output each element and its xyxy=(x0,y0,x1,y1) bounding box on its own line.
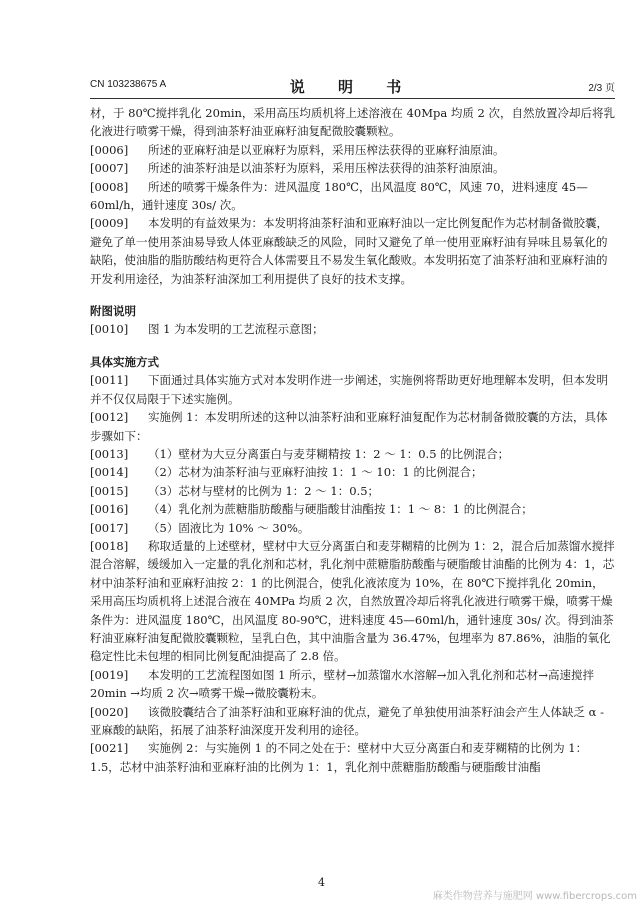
paragraph-number: [0014] xyxy=(90,465,129,480)
paragraph xyxy=(90,500,615,518)
publication-number: CN 103238675 A xyxy=(90,79,167,90)
paragraph-number: [0009] xyxy=(90,216,129,231)
header-rule xyxy=(90,98,615,99)
watermark: 麻类作物营养与施肥网 www.fibercrops.com xyxy=(432,891,637,902)
paragraph-text: 所述的亚麻籽油是以亚麻籽为原料，采用压榨法获得的亚麻籽油原油。 xyxy=(148,142,505,157)
paragraph-text: 图 1 为本发明的工艺流程示意图； xyxy=(148,322,324,337)
paragraph-text: （3）芯材与壁材的比例为 1：2 ～ 1：0.5； xyxy=(148,483,380,498)
section-heading-figures: 附图说明 xyxy=(90,304,136,319)
paragraph-text: 所述的油茶籽油是以油茶籽为原料，采用压榨法获得的油茶籽油原油。 xyxy=(148,161,505,176)
paragraph-number: [0017] xyxy=(90,520,129,535)
document-title: 说 明 书 xyxy=(289,78,416,96)
paragraph-number: [0021] xyxy=(90,741,129,756)
paragraph-number: [0018] xyxy=(90,538,129,553)
document-body xyxy=(90,104,615,776)
paragraph-number: [0007] xyxy=(90,161,129,176)
paragraph-text: 本发明的有益效果为：本发明将油茶籽油和亚麻籽油以一定比例复配作为芯材制备微胶囊，避免了单一使用茶油易导致人体亚麻酸缺乏的风险，同时又避免了单一使用亚麻籽油有异味且易氧化的缺陷，使油脂的脂肪酸结构更符合人体需要且不易发生氧化酸败。本发明拓宽了油茶籽油和亚麻籽油的开发利用途径，为油茶籽油深加工利用提供了良好的技术支撑。 xyxy=(90,216,608,286)
paragraph xyxy=(90,537,615,666)
paragraph-number: [0012] xyxy=(90,410,129,425)
paragraph xyxy=(90,463,615,481)
paragraph-group-description xyxy=(90,104,615,288)
paragraph-number: [0013] xyxy=(90,446,129,461)
paragraph-number: [0011] xyxy=(90,373,129,388)
paragraph-text: （4）乳化剂为蔗糖脂肪酸酯与硬脂酸甘油酯按 1：1 ～ 8：1 的比例混合； xyxy=(148,502,533,517)
paragraph-group-embodiments xyxy=(90,371,615,776)
paragraph-text: 所述的喷雾干燥条件为：进风温度 180℃，出风温度 80℃，风速 70，进料速度 45—60ml/h，通针速度 30s/ 次。 xyxy=(90,179,588,213)
paragraph xyxy=(90,141,615,159)
paragraph xyxy=(90,445,615,463)
paragraph-number: [0008] xyxy=(90,179,129,194)
page-header xyxy=(90,76,615,96)
paragraph-text: 实施例 2：与实施例 1 的不同之处在于：壁材中大豆分离蛋白和麦芽糊精的比例为 1：1.5，芯材中油茶籽油和亚麻籽油的比例为 1：1，乳化剂中蔗糖脂肪酸酯与硬脂酸甘油酯 xyxy=(90,741,588,774)
paragraph-number: [0015] xyxy=(90,483,129,498)
paragraph xyxy=(90,703,615,740)
paragraph-number: [0016] xyxy=(90,502,129,517)
paragraph-text: 称取适量的上述壁材，壁材中大豆分离蛋白和麦芽糊精的比例为 1：2，混合后加蒸馏水搅拌混合溶解，缓缓加入一定量的乳化剂和芯材，乳化剂中蔗糖脂肪酸酯与硬脂酸甘油酯的比例为 4：1，芯材中油茶籽油和亚麻籽油按 2：1 的比例混合，使乳化液浓度为 10%，在 80℃下搅拌乳化 20min，采用高压均质机将上述混合液在 40MPa 均质 2 次，自然放置冷却后将乳化液进行喷雾干燥，喷雾干燥条件为：进风温度 180℃，出风温度 80-90℃，进料速度 45—60ml/h，通针速度 30s/ 次。得到油茶籽油亚麻籽油复配微胶囊颗粒，呈乳白色，其中油脂含量为 36.47%，包埋率为 87.86%，油脂的氧化稳定性比未包埋的相同比例复配油提高了 2.8 倍。 xyxy=(90,538,615,664)
section-heading-embodiments: 具体实施方式 xyxy=(90,354,159,369)
paragraph-text: （2）芯材为油茶籽油与亚麻籽油按 1：1 ～ 10：1 的比例混合； xyxy=(148,465,483,480)
paragraph xyxy=(90,408,615,445)
page-indicator: 2/3 页 xyxy=(588,83,615,94)
paragraph-number: [0010] xyxy=(90,322,129,337)
paragraph-group-figures xyxy=(90,320,615,338)
paragraph-text: 材，于 80℃搅拌乳化 20min，采用高压均质机将上述溶液在 40Mpa 均质 2 次，自然放置冷却后将乳化液进行喷雾干燥，得到油茶籽油亚麻籽油复配微胶囊颗粒。 xyxy=(90,106,615,139)
paragraph xyxy=(90,739,615,776)
paragraph-text: （5）固液比为 10% ～ 30%。 xyxy=(148,520,310,535)
paragraph xyxy=(90,371,615,408)
paragraph xyxy=(90,214,615,288)
paragraph xyxy=(90,482,615,500)
paragraph-text: 该微胶囊结合了油茶籽油和亚麻籽油的优点，避免了单独使用油茶籽油会产生人体缺乏 α - 亚麻酸的缺陷，拓展了油茶籽油深度开发利用的途径。 xyxy=(90,704,604,737)
paragraph xyxy=(90,666,615,703)
paragraph-text: 下面通过具体实施方式对本发明作进一步阐述，实施例将帮助更好地理解本发明，但本发明并不仅仅局限于下述实施例。 xyxy=(90,373,608,406)
paragraph-text: （1）壁材为大豆分离蛋白与麦芽糊精按 1：2 ～ 1：0.5 的比例混合； xyxy=(148,446,510,461)
paragraph-text: 实施例 1：本发明所述的这种以油茶籽油和亚麻籽油复配作为芯材制备微胶囊的方法，具体步骤如下： xyxy=(90,410,608,443)
paragraph xyxy=(90,320,615,338)
paragraph-number: [0019] xyxy=(90,667,129,682)
paragraph-number: [0020] xyxy=(90,704,129,719)
paragraph xyxy=(90,104,615,141)
paragraph xyxy=(90,519,615,537)
paragraph xyxy=(90,178,615,215)
paragraph xyxy=(90,159,615,177)
paragraph-number: [0006] xyxy=(90,142,129,157)
page-number: 4 xyxy=(318,876,325,889)
paragraph-text: 本发明的工艺流程图如图 1 所示，壁材→加蒸馏水水溶解→加入乳化剂和芯材→高速搅拌 20min →均质 2 次→喷雾干燥→微胶囊粉末。 xyxy=(90,667,595,701)
